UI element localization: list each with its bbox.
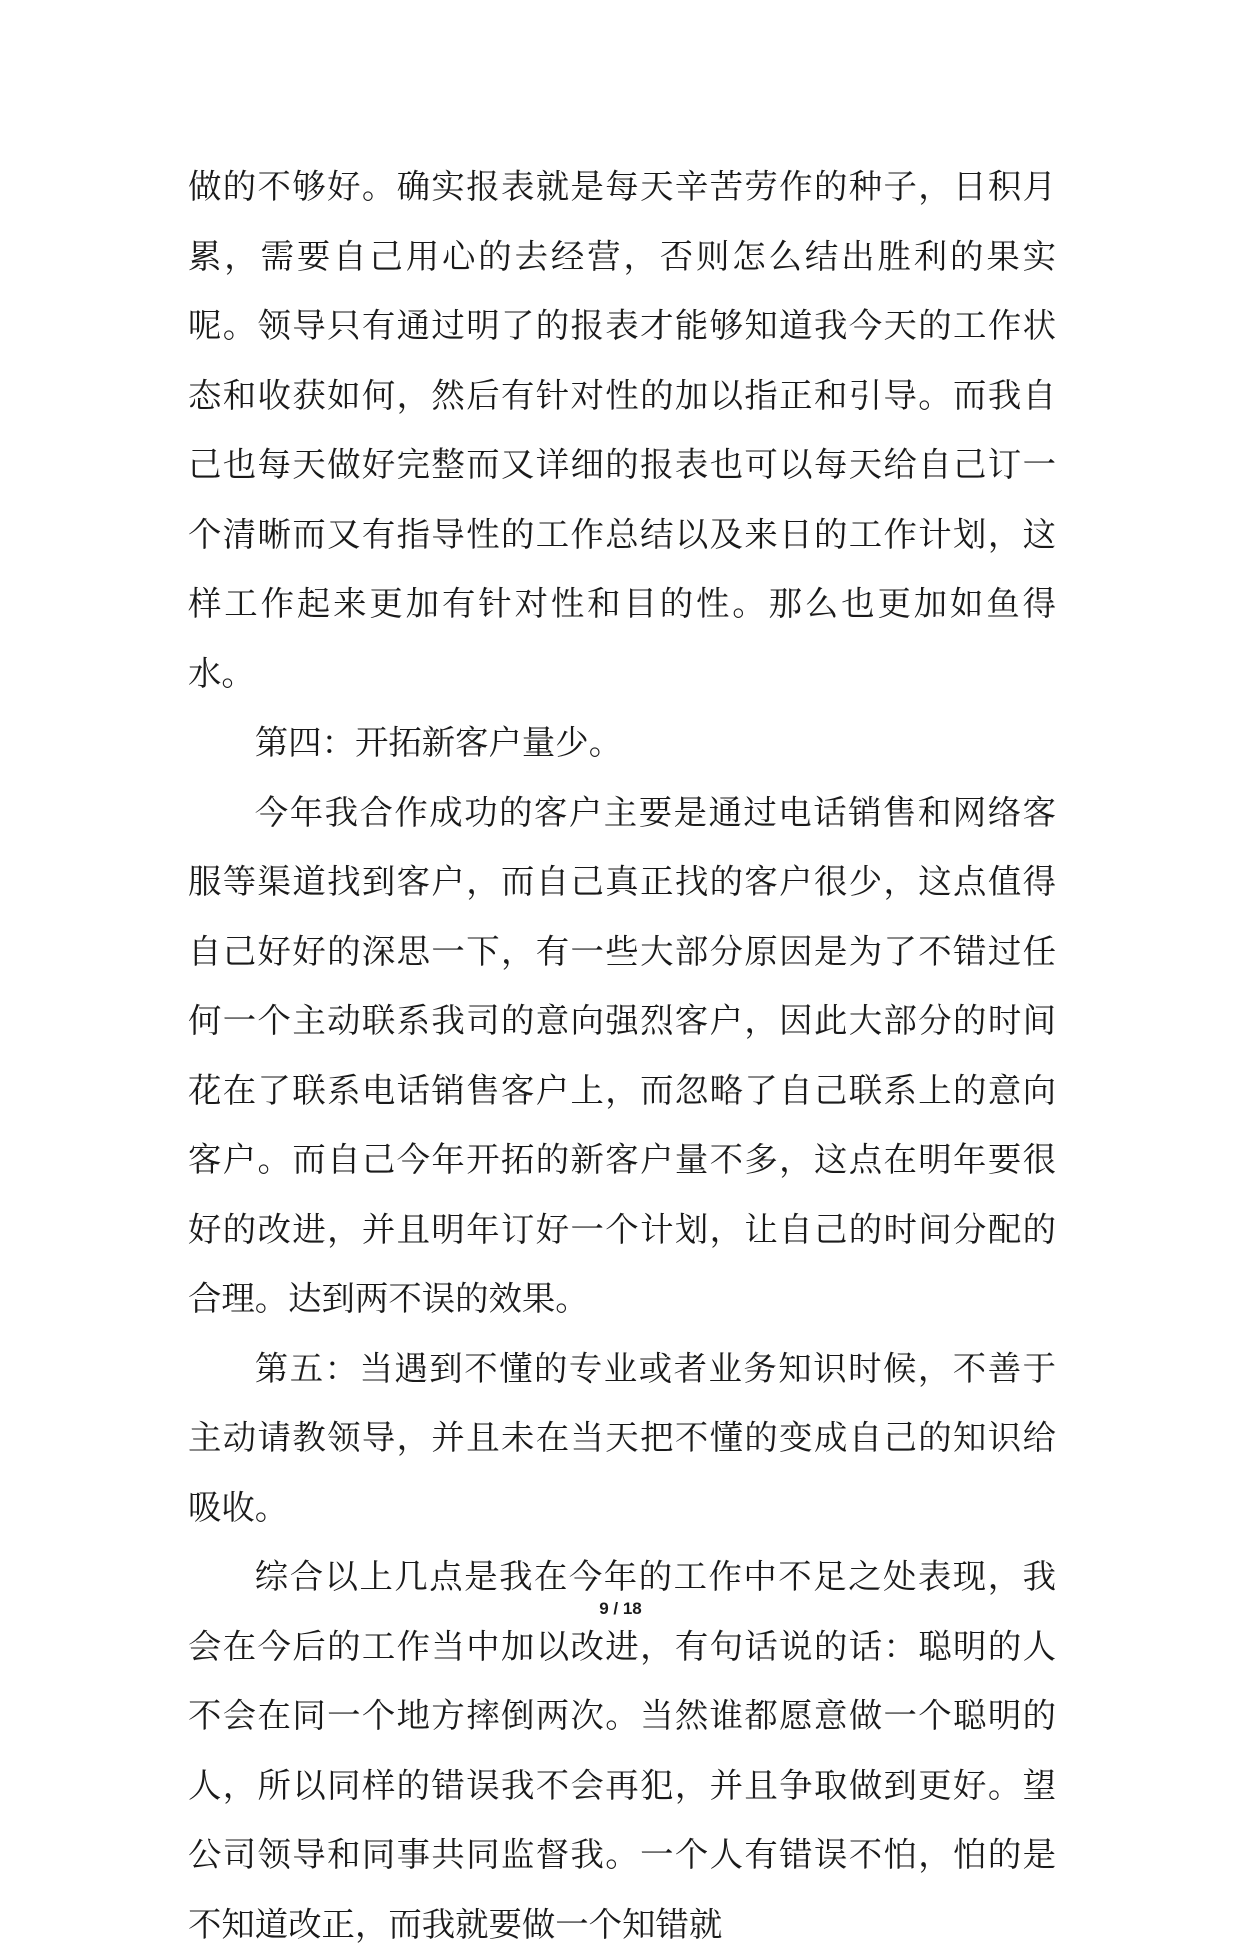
document-body bbox=[188, 152, 1056, 1959]
paragraph-summary: 综合以上几点是我在今年的工作中不足之处表现，我会在今后的工作当中加以改进，有句话说的话：聪明的人不会在同一个地方摔倒两次。当然谁都愿意做一个聪明的人，所以同样的错误我不会再犯，并且争取做到更好。望公司领导和同事共同监督我。一个人有错误不怕，怕的是不知道改正，而我就要做一个知错就 bbox=[188, 1557, 1056, 1944]
page-number: 9 / 18 bbox=[599, 1599, 642, 1618]
paragraph-continued: 做的不够好。确实报表就是每天辛苦劳作的种子，日积月累，需要自己用心的去经营，否则怎么结出胜利的果实呢。领导只有通过明了的报表才能够知道我今天的工作状态和收获如何，然后有针对性的加以指正和引导。而我自己也每天做好完整而又详细的报表也可以每天给自己订一个清晰而又有指导性的工作总结以及来日的工作计划，这样工作起来更加有针对性和目的性。那么也更加如鱼得水。 bbox=[188, 167, 1056, 693]
paragraph-heading-fourth: 第四：开拓新客户量少。 bbox=[254, 723, 623, 762]
paragraph-new-customers: 今年我合作成功的客户主要是通过电话销售和网络客服等渠道找到客户，而自己真正找的客户很少，这点值得自己好好的深思一下，有一些大部分原因是为了不错过任何一个主动联系我司的意向强烈客户，因此大部分的时间花在了联系电话销售客户上，而忽略了自己联系上的意向客户。而自己今年开拓的新客户量不多，这点在明年要很好的改进，并且明年订好一个计划，让自己的时间分配的合理。达到两不误的效果。 bbox=[188, 792, 1056, 1318]
paragraph-heading-fifth: 第五：当遇到不懂的专业或者业务知识时候，不善于主动请教领导，并且未在当天把不懂的变成自己的知识给吸收。 bbox=[188, 1348, 1056, 1527]
